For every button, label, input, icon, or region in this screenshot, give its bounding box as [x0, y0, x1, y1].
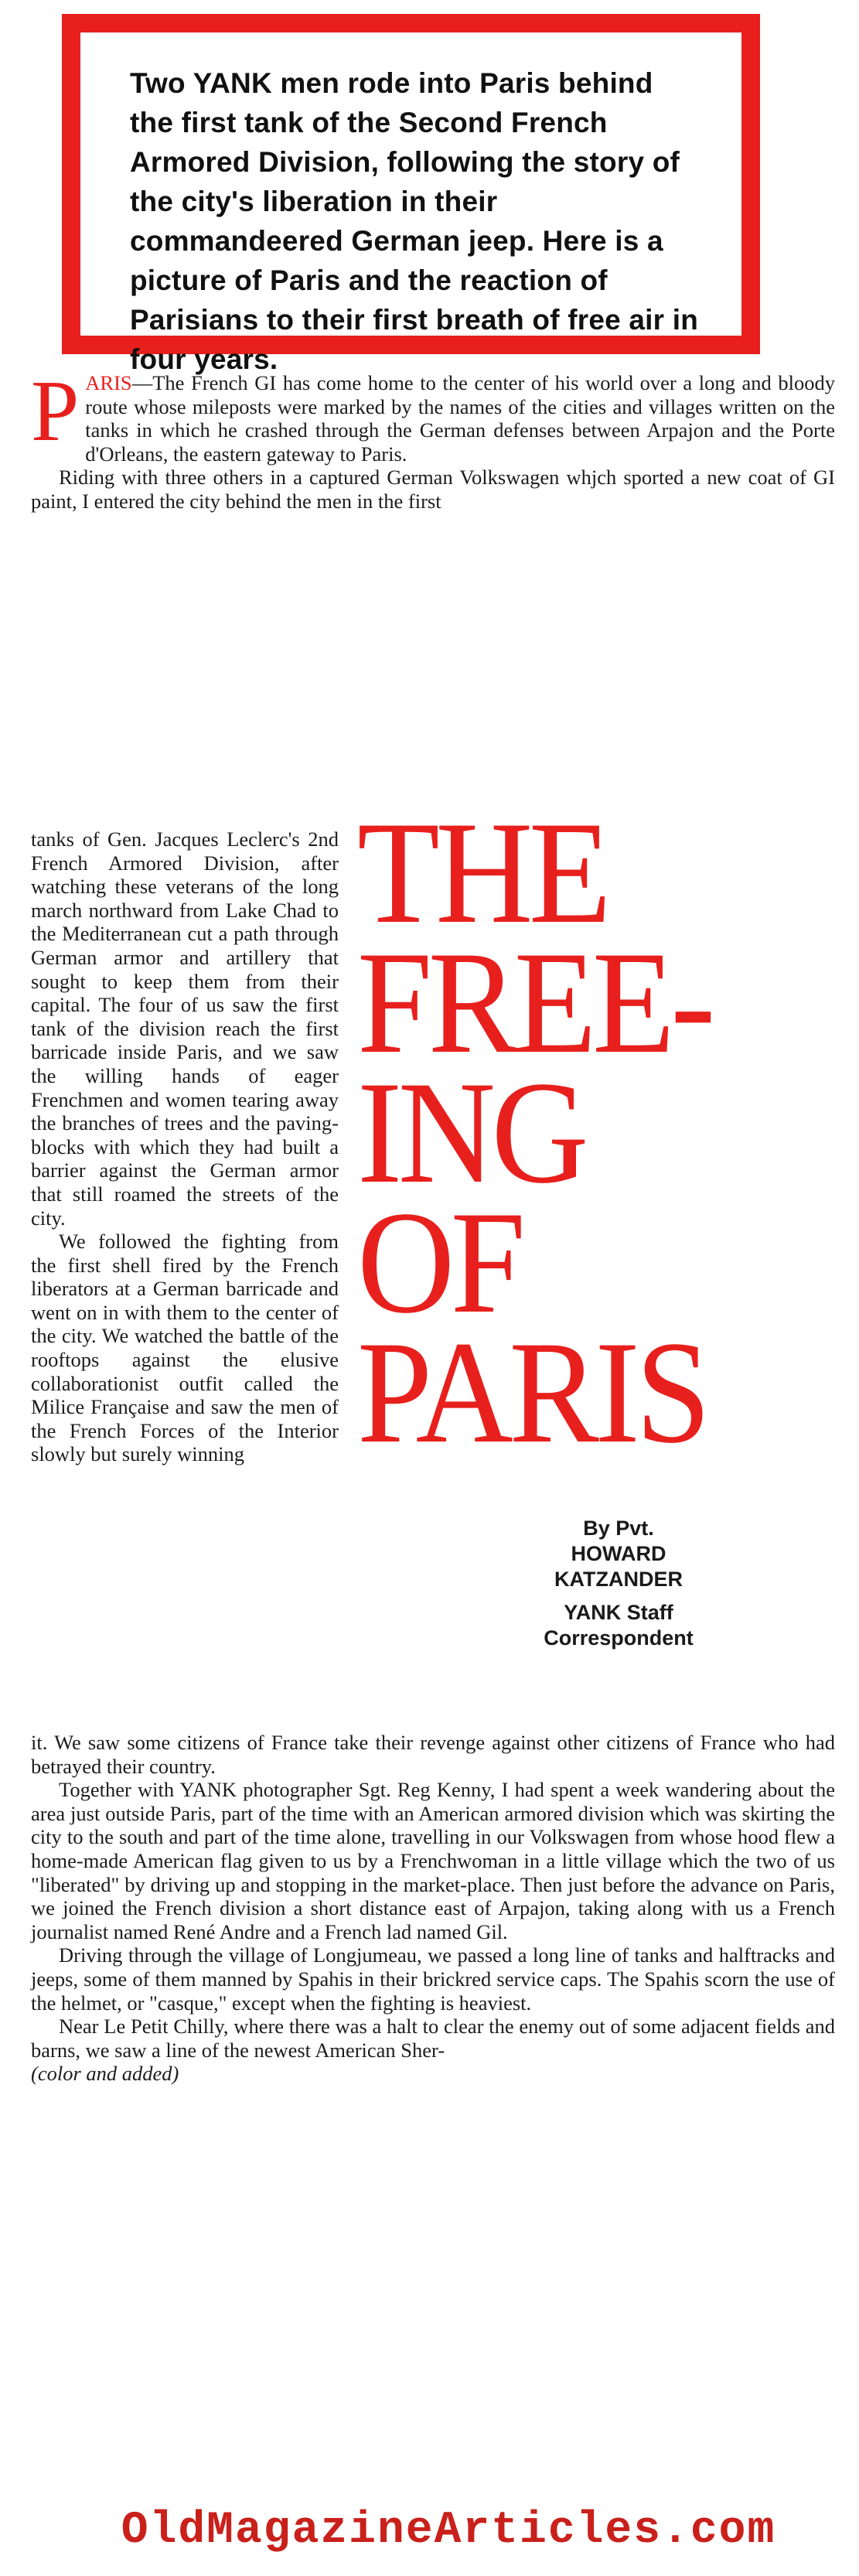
byline-staff: YANK Staff	[564, 1601, 673, 1624]
byline-last-name: KATZANDER	[554, 1568, 683, 1591]
paragraph-6: Near Le Petit Chilly, where there was a halt to clear the enemy out of some adjacent fields and barns, we saw a line of the newest American Sher-	[31, 2015, 835, 2062]
intro-box	[62, 14, 760, 375]
continued-note: (color and added)	[31, 2062, 179, 2086]
byline-first-name: HOWARD	[571, 1542, 666, 1565]
paragraph-1	[31, 363, 835, 466]
intro-text: Two YANK men rode into Paris behind the first tank of the Second French Armored Division, following the story of the city's liberation in their commandeered German jeep. Here is a picture of Paris and the reaction of Parisians to their first breath of free air in four years.	[80, 32, 741, 336]
article-opening	[31, 363, 835, 513]
drop-cap: P	[31, 363, 80, 459]
byline	[495, 1516, 742, 1651]
paragraph-2-narrow: tanks of Gen. Jacques Leclerc's 2nd French Armored Division, after watching these veterans of the long march northward from Lake Chad to the Mediterranean cut a path through German armor and artillery that sought to keep them from their capital. The four of us saw the first tank of the division reach the first barricade inside Paris, and we saw the willing hands of eager Frenchmen and women tearing away the branches of trees and the paving-blocks with which they had built a barrier against the German armor that still roamed the streets of the city.	[31, 827, 339, 1230]
paragraph-5: Driving through the village of Longjumeau, we passed a long line of tanks and halftracks and jeeps, some of them manned by Spahis in their brickred service caps. The Spahis scorn the use of the helmet, or "casque," except when the fighting is heaviest.	[31, 1943, 835, 2015]
article-headline	[357, 792, 813, 1474]
byline-role: Correspondent	[544, 1626, 694, 1650]
paragraph-1-text: —The French GI has come home to the center of his world over a long and bloody route whose mileposts were marked by the names of the cities and villages written on the tanks in which he crashed through the German defenses between Arpajon and the Porte d'Orleans, the eastern gateway to Paris.	[85, 371, 835, 466]
headline-line: PARIS	[357, 1312, 707, 1474]
byline-by: By Pvt.	[583, 1517, 654, 1540]
headline-line: ING	[357, 1052, 585, 1214]
article-narrow-column	[31, 827, 339, 1466]
site-watermark: OldMagazineArticles.com	[121, 2506, 776, 2556]
paragraph-3-wide: it. We saw some citizens of France take their revenge against other citizens of France who had betrayed their country.	[31, 1731, 835, 1778]
headline-line: FREE-	[357, 922, 711, 1084]
paragraph-2-wide: Riding with three others in a captured German Volkswagen whjch sported a new coat of GI paint, I entered the city behind the men in the first	[31, 466, 835, 513]
dateline: ARIS	[85, 371, 132, 394]
paragraph-3-narrow: We followed the fighting from the first shell fired by the French liberators at a German barricade and went on in with them to the center of the city. We watched the battle of the rooftops against the elusive collaborationist outfit called the Milice Française and saw the men of the French Forces of the Interior slowly but surely winning	[31, 1230, 339, 1466]
article-lower	[31, 1731, 835, 2086]
headline-line: THE	[357, 792, 608, 954]
headline-line: OF	[357, 1182, 522, 1344]
paragraph-4: Together with YANK photographer Sgt. Reg Kenny, I had spent a week wandering about the area just outside Paris, part of the time with an American armored division which was skirting the city to the south and part of the time alone, travelling in our Volkswagen from whose hood flew a home-made American flag given to us by a Frenchwoman in a little village which the two of us "liberated" by driving up and stopping in the market-place. Then just before the advance on Paris, we joined the French division a short distance east of Arpajon, taking along with us a French journalist named René Andre and a French lad named Gil.	[31, 1778, 835, 1943]
